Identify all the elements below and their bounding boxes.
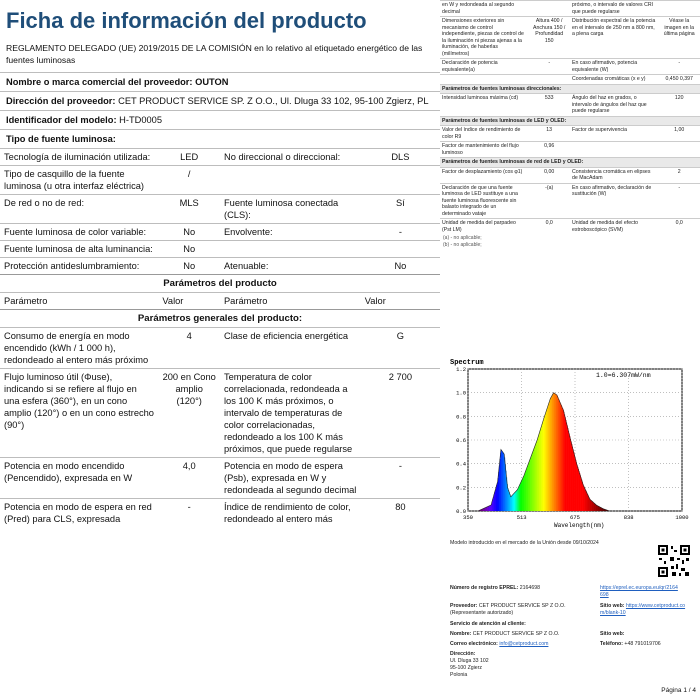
- service-name-row: [450, 631, 695, 638]
- table-row: [0, 166, 440, 195]
- x-tick-label: 513: [516, 514, 527, 521]
- table-cell: Envolvente:: [220, 224, 361, 241]
- table-cell: en W y redondeada al segundo decimal: [440, 1, 528, 17]
- table-cell: Véase la imagen en la última página: [658, 17, 700, 59]
- address-line-3: Polonia: [450, 672, 468, 678]
- table-cell: No: [361, 258, 440, 275]
- table-cell: Unidad de medida del efecto estroboscópico (SVM): [570, 219, 658, 235]
- table-cell: próximo, o intervalo de valores CRI que puede regularse: [570, 1, 658, 17]
- y-tick-label: 1.0: [456, 389, 466, 397]
- table-cell: Potencia en modo encendido (Pencendido), expresada en W: [0, 458, 158, 499]
- table-cell: /: [158, 166, 220, 195]
- table-cell: Unidad de medida del parpadeo (Pst LM): [440, 219, 528, 235]
- table-cell: [440, 75, 528, 84]
- table-cell: 1,00: [658, 126, 700, 142]
- table-row: [0, 224, 440, 241]
- service-label: Servicio de atención al cliente:: [450, 621, 526, 627]
- table-cell: 0,00: [528, 167, 570, 183]
- table-row: [0, 149, 440, 166]
- mains-table: [440, 157, 700, 234]
- footnote-a: (a) - no aplicable;: [443, 235, 482, 241]
- table-cell: Dimensiones exteriores sin mecanismo de control independiente, piezas de control de la iluminación ni piezas ajenas a la iluminación, de haberlas (milímetros): [440, 17, 528, 59]
- table-cell: -: [361, 458, 440, 499]
- supplier-address-row: [0, 91, 440, 110]
- model-label: Identificador del modelo:: [6, 115, 117, 125]
- table-cell: [220, 166, 361, 195]
- table-row: [0, 458, 440, 499]
- table-cell: Fuente luminosa conectada (CLS):: [220, 195, 361, 224]
- address-line-2: 95-100 Zgierz: [450, 665, 483, 671]
- eprel-intro: Modelo introducido en el mercado de la Unión desde 09/10/2024: [450, 540, 599, 546]
- led-table: [440, 116, 700, 158]
- table-cell: Valor: [361, 293, 440, 310]
- spectrum-x-label: Wavelength(nm): [554, 522, 605, 529]
- service-web-label: Sitio web:: [600, 631, 625, 637]
- type-table: [0, 148, 440, 274]
- table-row: [440, 183, 700, 219]
- table-cell: Declaración de potencia equivalente(a): [440, 59, 528, 75]
- table-row: [0, 369, 440, 458]
- spectrum-header: Spectrum: [450, 359, 484, 367]
- table-row: [0, 241, 440, 258]
- table-cell: [220, 241, 361, 258]
- table-cell: 4,0: [158, 458, 220, 499]
- params-heading: Parámetros del producto: [0, 274, 440, 292]
- eprel-reg-row: [450, 585, 695, 599]
- table-cell: Tecnología de iluminación utilizada:: [0, 149, 158, 166]
- table-cell: MLS: [158, 195, 220, 224]
- table-cell: Clase de eficiencia energética: [220, 328, 361, 369]
- spectrum-svg: [446, 355, 692, 531]
- table-cell: Potencia en modo de espera (Psb), expresada en W y redondeada al segundo decimal: [220, 458, 361, 499]
- table-cell: [528, 75, 570, 84]
- provider-label: Proveedor:: [450, 603, 478, 609]
- table-row: [440, 219, 700, 235]
- table-cell: [570, 142, 658, 158]
- product-sheet-right-column: [440, 0, 700, 700]
- y-tick-label: 0.0: [456, 508, 466, 515]
- y-tick-label: 0.2: [456, 484, 466, 492]
- web-link[interactable]: https://www.cetproduct.com/blank-10: [600, 603, 686, 616]
- table-cell: [528, 1, 570, 17]
- table-row: [440, 94, 700, 116]
- table-cell: Tipo de casquillo de la fuente luminosa (u otra interfaz eléctrica): [0, 166, 158, 195]
- table-cell: No direccional o direccional:: [220, 149, 361, 166]
- page-number: Página 1 / 4: [661, 687, 696, 694]
- eprel-reg-label: Número de registro EPREL: 2164698: [450, 585, 540, 591]
- eprel-link[interactable]: https://eprel.ec.europa.eu/qr/2164698: [600, 585, 678, 598]
- table-cell: -: [528, 59, 570, 75]
- section-heading-row: [440, 158, 700, 168]
- table-cell: 533: [528, 94, 570, 116]
- table-cell: 4: [158, 328, 220, 369]
- table-cell: -: [658, 183, 700, 219]
- contact-row: [450, 641, 695, 648]
- table-cell: -: [658, 59, 700, 75]
- mail-link[interactable]: info@cetproduct.com: [499, 641, 549, 647]
- table-row: [0, 328, 440, 369]
- address-line-1: Ul. Dluga 33 102: [450, 658, 489, 664]
- table-cell: Sí: [361, 195, 440, 224]
- table-cell: 13: [528, 126, 570, 142]
- table-cell: [361, 166, 440, 195]
- service-name-label: Nombre:: [450, 631, 472, 637]
- table-cell: Atenuable:: [220, 258, 361, 275]
- section-heading: Parámetros de fuentes luminosas de red de LED y OLED:: [440, 158, 700, 168]
- model-row: [0, 110, 440, 129]
- supplier-address-label: Dirección del proveedor:: [6, 96, 116, 106]
- param-columns: [0, 292, 440, 309]
- y-tick-label: 0.6: [456, 437, 466, 444]
- type-heading: Tipo de fuente luminosa:: [0, 129, 440, 148]
- spectrum-chart: [446, 355, 692, 531]
- table-cell: Factor de desplazamiento (cos φ1): [440, 167, 528, 183]
- table-cell: En caso afirmativo, declaración de sustitución (W): [570, 183, 658, 219]
- table-cell: Flujo luminoso útil (Φuse), indicando si se refiere al flujo en una esfera (360°), en un cono amplio (120°) o en un cono estrecho (90°): [0, 369, 158, 458]
- table-cell: Ángulo del haz en grados, o intervalo de ángulos del haz que puede regularse: [570, 94, 658, 116]
- directional-table: [440, 84, 700, 116]
- table-cell: 120: [658, 94, 700, 116]
- table-cell: 0,96: [528, 142, 570, 158]
- table-cell: Valor: [158, 293, 220, 310]
- x-tick-label: 838: [623, 514, 634, 521]
- table-cell: 2 700: [361, 369, 440, 458]
- table-cell: Índice de rendimiento de color, redondeado al entero más: [220, 499, 361, 528]
- table-row: [440, 142, 700, 158]
- table-cell: -: [158, 499, 220, 528]
- page-title: Ficha de información del producto: [6, 8, 367, 33]
- table-cell: Fuente luminosa de color variable:: [0, 224, 158, 241]
- table-cell: -(a): [528, 183, 570, 219]
- table-row: [440, 167, 700, 183]
- right-params-table: [440, 0, 700, 84]
- mail-label: Correo electrónico:: [450, 641, 498, 647]
- table-row: [0, 195, 440, 224]
- table-cell: En caso afirmativo, potencia equivalente (W): [570, 59, 658, 75]
- table-cell: [658, 142, 700, 158]
- table-cell: [658, 1, 700, 17]
- table-row: [440, 126, 700, 142]
- table-cell: Altura 400 / Anchura 150 / Profundidad 150: [528, 17, 570, 59]
- table-cell: No: [158, 224, 220, 241]
- x-tick-label: 350: [463, 514, 473, 521]
- table-cell: Coordenadas cromáticas (x e y): [570, 75, 658, 84]
- table-cell: 200 en Cono amplio (120°): [158, 369, 220, 458]
- table-cell: Consistencia cromática en elipses de MacAdam: [570, 167, 658, 183]
- table-cell: Parámetro: [0, 293, 158, 310]
- section-heading: Parámetros de fuentes luminosas direccionales:: [440, 84, 700, 94]
- y-tick-label: 1.2: [456, 366, 466, 373]
- provider-value: CET PRODUCT SERVICE SP Z O.O. (Representante autorizado): [450, 603, 566, 616]
- table-cell: Factor de mantenimiento del flujo luminoso: [440, 142, 528, 158]
- eprel-box: [450, 540, 695, 700]
- regulation-text: REGLAMENTO DELEGADO (UE) 2019/2015 DE LA COMISIÓN en lo relativo al etiquetado energético de las fuentes luminosas: [6, 43, 423, 65]
- y-tick-label: 0.8: [456, 413, 466, 421]
- table-cell: Valor del índice de rendimiento de color R9: [440, 126, 528, 142]
- model-id: H-TD0005: [119, 115, 163, 125]
- table-cell: LED: [158, 149, 220, 166]
- web-label: Sitio web:: [600, 603, 625, 609]
- phone-value: +48 791019706: [624, 641, 661, 647]
- general-heading: Parámetros generales del producto:: [0, 309, 440, 327]
- table-row: [0, 293, 440, 310]
- table-cell: Fuente luminosa de alta luminancia:: [0, 241, 158, 258]
- section-heading: Parámetros de fuentes luminosas de LED y OLED:: [440, 116, 700, 126]
- table-cell: 80: [361, 499, 440, 528]
- supplier-address: CET PRODUCT SERVICE SP. Z O.O., Ul. Dluga 33 102, 95-100 Zgierz, PL: [118, 96, 429, 106]
- table-cell: Parámetro: [220, 293, 361, 310]
- table-row: [440, 1, 700, 17]
- footnote-b: (b) - no aplicable;: [443, 242, 482, 248]
- service-name-value: CET PRODUCT SERVICE SP Z O.O.: [472, 631, 560, 637]
- y-tick-label: 0.4: [456, 460, 466, 468]
- provider-row: [450, 603, 695, 617]
- table-cell: 2: [658, 167, 700, 183]
- table-row: [440, 17, 700, 59]
- table-cell: Intensidad luminosa máxima (cd): [440, 94, 528, 116]
- table-row: [0, 499, 440, 528]
- table-cell: G: [361, 328, 440, 369]
- spectrum-peak-label: 1.0=6.307mW/nm: [596, 372, 651, 379]
- qr-code-icon[interactable]: [657, 544, 691, 578]
- section-heading-row: [440, 116, 700, 126]
- table-cell: De red o no de red:: [0, 195, 158, 224]
- table-cell: Consumo de energía en modo encendido (kWh / 1 000 h), redondeado al entero más próximo: [0, 328, 158, 369]
- section-heading-row: [440, 84, 700, 94]
- table-cell: No: [158, 258, 220, 275]
- table-cell: DLS: [361, 149, 440, 166]
- table-cell: [361, 241, 440, 258]
- general-params-table: [0, 327, 440, 527]
- table-cell: Protección antideslumbramiento:: [0, 258, 158, 275]
- table-cell: Temperatura de color correlacionada, redondeada a los 100 K más próximos, o intervalo de temperaturas de color correlacionadas, redondeado a los 100 K más próximos, que puede regularse: [220, 369, 361, 458]
- table-row: [0, 258, 440, 275]
- x-tick-label: 675: [570, 514, 580, 521]
- table-row: [440, 75, 700, 84]
- supplier-name: Nombre o marca comercial del proveedor: OUTON: [0, 72, 440, 91]
- table-row: [440, 59, 700, 75]
- table-cell: Distribución espectral de la potencia en el intervalo de 250 nm a 800 nm, a plena carga: [570, 17, 658, 59]
- table-cell: Potencia en modo de espera en red (Pred) para CLS, expresada: [0, 499, 158, 528]
- x-tick-label: 1000: [675, 514, 689, 521]
- phone-label: Teléfono:: [600, 641, 623, 647]
- table-cell: 0,0: [528, 219, 570, 235]
- table-cell: 0,450 0,397: [658, 75, 700, 84]
- table-cell: -: [361, 224, 440, 241]
- table-cell: No: [158, 241, 220, 258]
- table-cell: 0,0: [658, 219, 700, 235]
- table-cell: Declaración de que una fuente luminosa de LED sustituye a una fuente luminosa fluorescente sin balasto integrado de un determinado vatajе: [440, 183, 528, 219]
- address-label: Dirección:: [450, 651, 476, 657]
- table-cell: Factor de supervivencia: [570, 126, 658, 142]
